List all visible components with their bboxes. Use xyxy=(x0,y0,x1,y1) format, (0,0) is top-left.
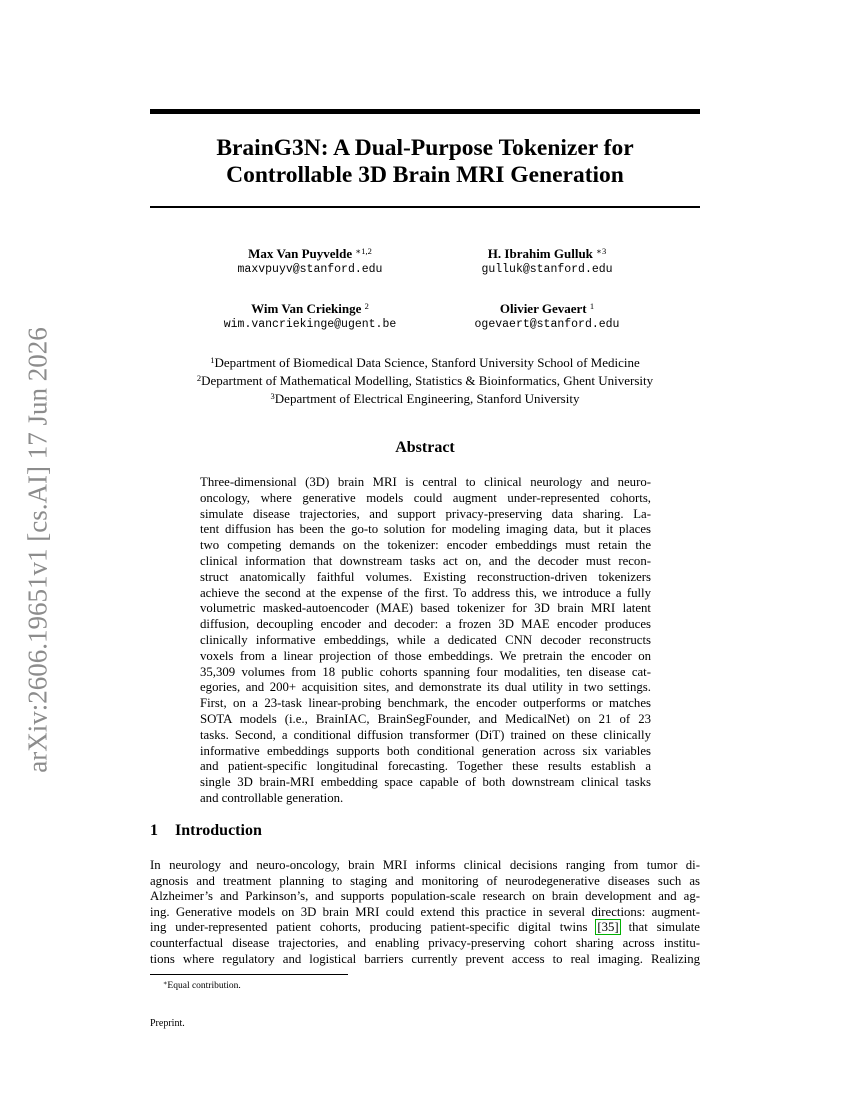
abstract-body xyxy=(200,475,651,807)
title-line-2: Controllable 3D Brain MRI Generation xyxy=(226,162,624,188)
affiliation-line xyxy=(150,353,700,371)
section-title: Introduction xyxy=(175,822,262,839)
affiliation-mark: 3 xyxy=(270,390,275,401)
affiliation-text: Department of Biomedical Data Science, Stanford University School of Medicine xyxy=(214,355,640,370)
title-line-1: BrainG3N: A Dual-Purpose Tokenizer for xyxy=(216,135,634,161)
affiliations xyxy=(150,353,700,406)
abstract-line: clinical information that downstream tasks act on, and the decoder must recon- xyxy=(200,553,651,568)
body-line: ing. Generative models on 3D brain MRI could extend this practice in several directions: augment- xyxy=(150,904,700,919)
abstract-line: voxels from a linear projection of those embeddings. We pretrain the encoder on xyxy=(200,648,651,663)
affiliation-text: Department of Electrical Engineering, Stanford University xyxy=(274,390,580,406)
footnote-mark: ∗ xyxy=(163,980,168,987)
author-block xyxy=(180,243,440,278)
body-line: Alzheimer’s and Parkinson’s, and supports population-scale research on brain development and ag- xyxy=(150,889,700,904)
body-text: that simulate xyxy=(619,920,700,935)
title-top-rule xyxy=(150,109,700,114)
body-line: tions where regulatory and logistical barriers currently prevent access to real imaging. Realizing xyxy=(150,951,700,966)
section-heading xyxy=(150,822,262,840)
affiliation-mark: 2 xyxy=(196,372,202,383)
abstract-line: clinically informative embeddings, while a dedicated CNN decoder reconstructs xyxy=(200,632,651,647)
arxiv-identifier-stamp: arXiv:2606.19651v1 [cs.AI] 17 Jun 2026 xyxy=(22,327,53,773)
author-name: Max Van Puyvelde xyxy=(248,246,353,261)
abstract-line: 35,309 volumes from 18 public cohorts spanning four modalities, ten disease cat- xyxy=(200,664,651,679)
citation-link[interactable]: [35] xyxy=(597,920,619,935)
abstract-line: and controllable generation. xyxy=(200,790,344,805)
paper-title xyxy=(150,135,700,189)
body-line: counterfactual disease trajectories, and enabling privacy-preserving cohort sharing across institu- xyxy=(150,935,700,950)
author-affiliation-mark: 2 xyxy=(364,301,369,311)
abstract-line: diffusion, decoupling encoder and decoder: a frozen 3D MAE encoder produces xyxy=(200,617,651,632)
abstract-line: tent diffusion has been the go-to solution for modeling imaging data, but it places xyxy=(200,522,651,537)
author-affiliation-mark: ∗3 xyxy=(596,246,607,256)
author-affiliation-mark: 1 xyxy=(589,301,595,311)
body-line xyxy=(150,920,700,936)
abstract-line: oncology, where generative models could augment under-represented cohorts, xyxy=(200,490,651,505)
footnote-text: Equal contribution. xyxy=(167,981,241,991)
author-block xyxy=(417,298,677,333)
introduction-body xyxy=(150,858,700,967)
affiliation-line xyxy=(150,389,700,407)
page-footer: Preprint. xyxy=(150,1018,185,1029)
author-block xyxy=(417,243,677,278)
affiliation-text: Department of Mathematical Modelling, Statistics & Bioinformatics, Ghent University xyxy=(201,372,654,388)
author-email[interactable]: wim.vancriekinge@ugent.be xyxy=(223,318,397,331)
abstract-line: simulate disease trajectories, and support privacy-preserving data sharing. La- xyxy=(200,506,651,521)
abstract-line: two competing demands on the tokenizer: encoder embeddings must retain the xyxy=(200,538,651,553)
abstract-heading: Abstract xyxy=(395,439,455,456)
author-email[interactable]: maxvpuyv@stanford.edu xyxy=(237,263,383,276)
abstract-line: SOTA models (i.e., BrainIAC, BrainSegFounder, and MedicalNet) on 21 of 23 xyxy=(200,711,651,726)
abstract-line: struct anatomically faithful volumes. Existing reconstruction-driven tokenizers xyxy=(200,569,651,584)
body-text: ing under-represented patient cohorts, producing patient-specific digital twins xyxy=(150,920,597,935)
author-email[interactable]: gulluk@stanford.edu xyxy=(481,263,613,276)
affiliation-mark: 1 xyxy=(210,355,215,365)
section-number: 1 xyxy=(150,822,158,839)
abstract-line: informative embeddings supports both conditional generation across six variables xyxy=(200,743,651,758)
abstract-line: and patient-specific longitudinal forecasting. Together these results establish a xyxy=(200,759,651,774)
abstract-line: tasks. Second, a conditional diffusion transformer (DiT) trained on these clinically xyxy=(200,727,651,742)
author-name: Olivier Gevaert xyxy=(499,301,587,316)
affiliation-line xyxy=(150,371,700,389)
author-block xyxy=(180,298,440,333)
author-affiliation-mark: ∗1,2 xyxy=(355,246,372,256)
author-email[interactable]: ogevaert@stanford.edu xyxy=(474,318,620,331)
author-name: H. Ibrahim Gulluk xyxy=(487,246,593,261)
body-line: agnosis and treatment planning to staging and monitoring of neurodegenerative diseases such as xyxy=(150,873,700,888)
abstract-line: volumetric masked-autoencoder (MAE) based tokenizer for 3D brain MRI latent xyxy=(200,601,651,616)
abstract-line: achieve the second at the expense of the first. To address this, we introduce a fully xyxy=(200,585,651,600)
body-line: In neurology and neuro-oncology, brain MRI informs clinical decisions ranging from tumor di- xyxy=(150,858,700,872)
abstract-line: single 3D brain-MRI embedding space capable of both downstream clinical tasks xyxy=(200,775,651,790)
author-name: Wim Van Criekinge xyxy=(251,301,362,316)
abstract-line: Three-dimensional (3D) brain MRI is central to clinical neurology and neuro- xyxy=(200,475,651,489)
title-bottom-rule xyxy=(150,206,700,208)
abstract-line: First, on a 23-task linear-probing benchmark, the encoder outperforms or matches xyxy=(200,696,651,711)
footnote-rule xyxy=(150,974,348,975)
abstract-line: egories, and 200+ acquisition sites, and demonstrate its dual utility in two settings. xyxy=(200,680,651,695)
footnote xyxy=(163,979,241,991)
